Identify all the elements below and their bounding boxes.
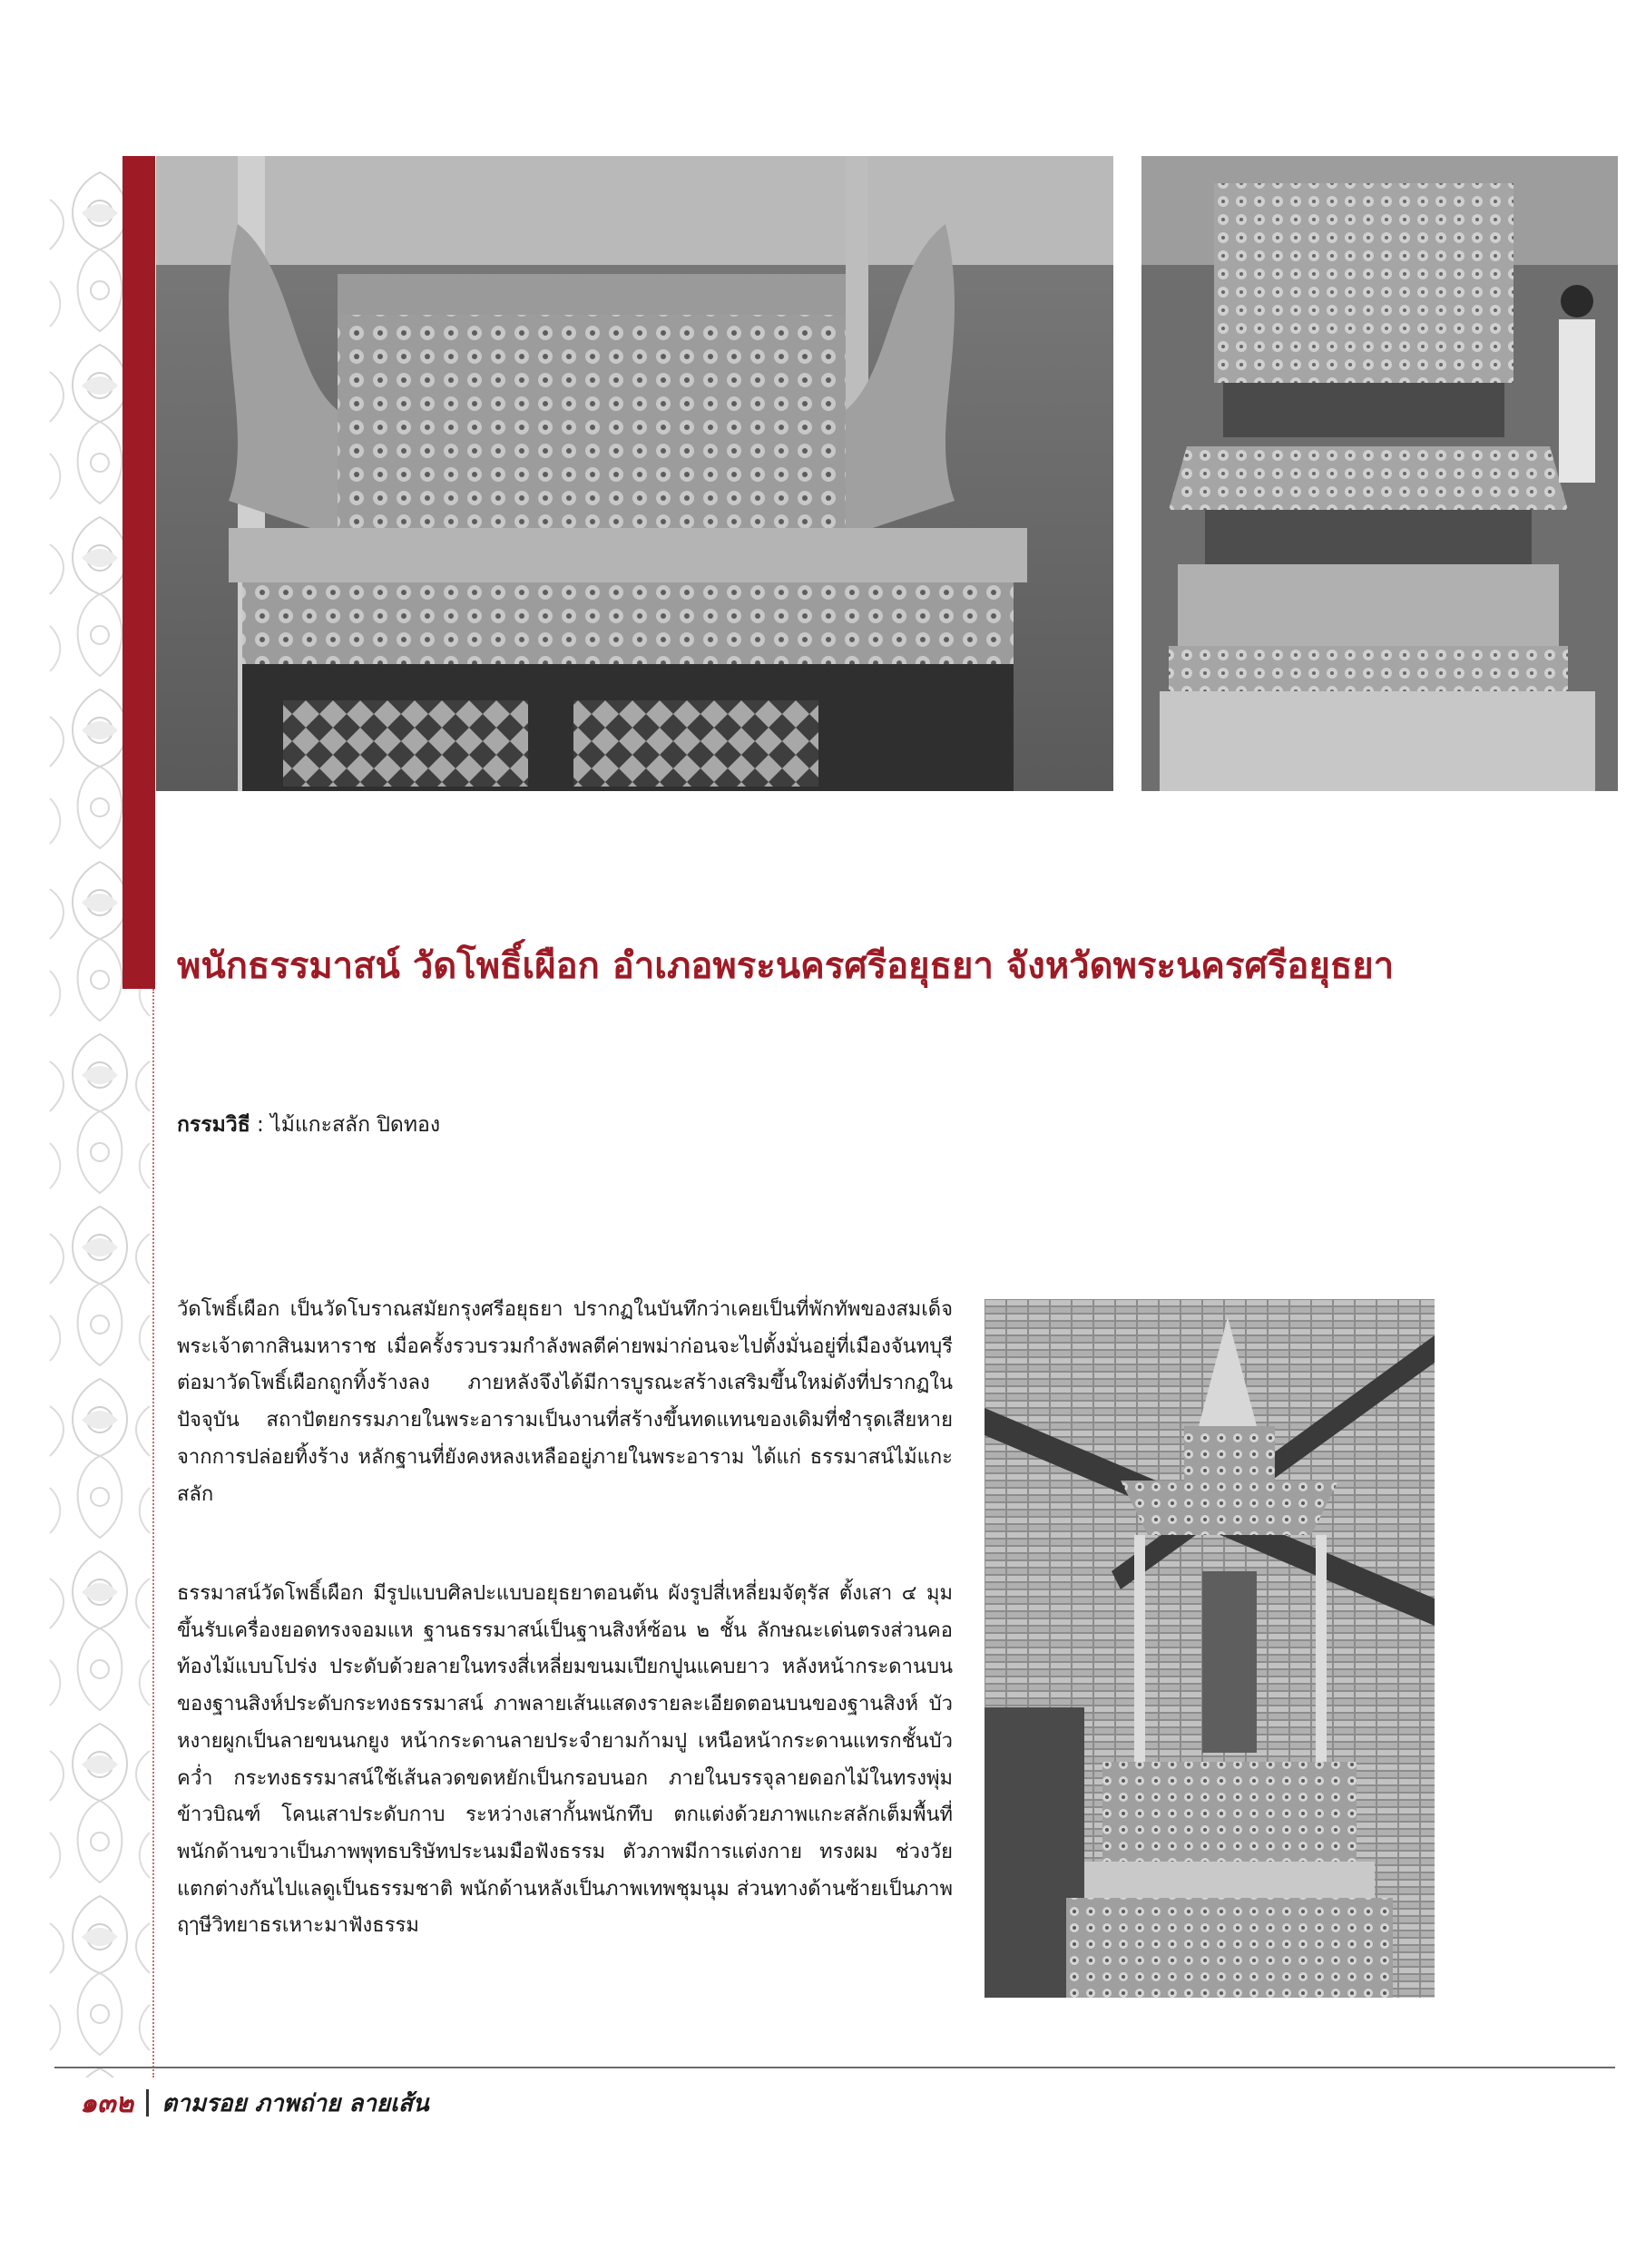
technique-line [177, 1109, 440, 1141]
accent-bar [122, 156, 155, 989]
technique-separator: : [250, 1113, 271, 1137]
book-title: ตามรอย ภาพถ่าย ลายเส้น [162, 2089, 429, 2117]
body-paragraph-description: ธรรมาสน์วัดโพธิ์เผือก มีรูปแบบศิลปะแบบอยุธยาตอนต้น ผังรูปสี่เหลี่ยมจัตุรัส ตั้งเสา ๔ มุมขึ้นรับเครื่องยอดทรงจอมแห ฐานธรรมาสน์เป็นฐานสิงห์ซ้อน ๒ ชั้น ลักษณะเด่นตรงส่วนคอท้องไม้แบบโปร่ง ประดับด้วยลายในทรงสี่เหลี่ยมขนมเปียกปูนแคบยาว หลังหน้ากระดานบนของฐานสิงห์ประดับกระทงธรรมาสน์ ภาพลายเส้นแสดงรายละเอียดตอนบนของฐานสิงห์ บัวหงายผูกเป็นลายขนนกยูง หน้ากระดานลายประจำยามก้ามปู เหนือหน้ากระดานแทรกชั้นบัวคว่ำ กระทงธรรมาสน์ใช้เส้นลวดขดหยักเป็นกรอบนอก ภายในบรรจุลายดอกไม้ในทรงพุ่มข้าวบิณฑ์ โคนเสาประดับกาบ ระหว่างเสากั้นพนักทึบ ตกแต่งด้วยภาพแกะสลักเต็มพื้นที่ พนักด้านขวาเป็นภาพพุทธบริษัทประนมมือฟังธรรม ตัวภาพมีการแต่งกาย ทรงผม ช่วงวัยแตกต่างกันไปแลดูเป็นธรรมชาติ พนักด้านหลังเป็นภาพเทพชุมนุม ส่วนทางด้านซ้ายเป็นภาพฤๅษีวิทยาธรเหาะมาฟังธรรม [177, 1582, 953, 1938]
footer-rule [54, 2067, 1615, 2068]
photo-pulpit-base [1141, 156, 1618, 791]
photo-full-pulpit [985, 1299, 1435, 1998]
dotted-divider [152, 989, 154, 2077]
footer-separator [146, 2089, 149, 2116]
page-title: พนักธรรมาสน์ วัดโพธิ์เผือก อำเภอพระนครศรีอยุธยา จังหวัดพระนครศรีอยุธยา [177, 945, 1395, 987]
page-number: ๑๓๒ [80, 2087, 134, 2119]
page-footer [80, 2085, 429, 2121]
technique-label: กรรมวิธี [177, 1113, 250, 1137]
photo-carved-panel [156, 156, 1113, 791]
technique-value: ไม้แกะสลัก ปิดทอง [270, 1113, 441, 1137]
body-paragraph-history: วัดโพธิ์เผือก เป็นวัดโบราณสมัยกรุงศรีอยุธยา ปรากฏในบันทึกว่าเคยเป็นที่พักทัพของสมเด็จพระเจ้าตากสินมหาราช เมื่อครั้งรวบรวมกำลังพลตีค่ายพม่าก่อนจะไปตั้งมั่นอยู่ที่เมืองจันทบุรี ต่อมาวัดโพธิ์เผือกถูกทิ้งร้างลง ภายหลังจึงได้มีการบูรณะสร้างเสริมขึ้นใหม่ดังที่ปรากฏในปัจจุบัน สถาปัตยกรรมภายในพระอารามเป็นงานที่สร้างขึ้นทดแทนของเดิมที่ชำรุดเสียหายจากการปล่อยทิ้งร้าง หลักฐานที่ยังคงหลงเหลืออยู่ภายในพระอาราม ได้แก่ ธรรมาสน์ไม้แกะสลัก [177, 1298, 953, 1506]
